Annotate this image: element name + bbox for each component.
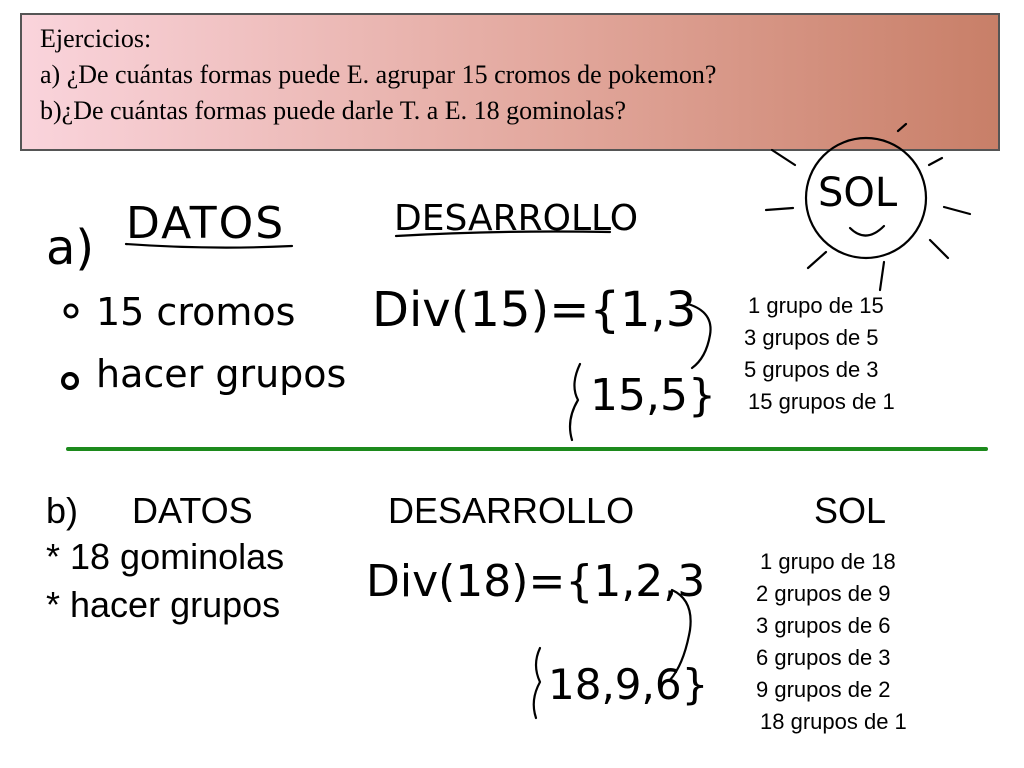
sun-ray (930, 240, 948, 258)
part-b-datos-item: * hacer grupos (46, 584, 281, 625)
part-b-div-expression: Div(18)={1,2,3 (366, 556, 706, 607)
part-b-datos-item: * 18 gominolas (46, 536, 285, 577)
solution-item: 5 grupos de 3 (744, 357, 879, 382)
opening-brace-second (570, 364, 580, 440)
opening-brace-second (534, 648, 540, 718)
part-a-label: a) (46, 220, 95, 276)
part-a-sol-heading: SOL (818, 170, 898, 216)
solution-item: 15 grupos de 1 (748, 389, 895, 414)
solution-item: 3 grupos de 6 (756, 613, 891, 638)
part-a-datos-item: 15 cromos (96, 290, 296, 334)
sun-ray (772, 150, 795, 165)
sun-smile (850, 226, 884, 236)
part-b-label: b) (46, 490, 79, 531)
part-a-div-expression-line2: 15,5} (590, 370, 716, 421)
bullet-icon (65, 305, 77, 317)
solution-item: 2 grupos de 9 (756, 581, 891, 606)
part-a-desarrollo-heading: DESARROLLO (394, 198, 639, 239)
solution-item: 9 grupos de 2 (756, 677, 891, 702)
sun-ray (929, 158, 942, 165)
part-b-desarrollo-heading: DESARROLLO (388, 490, 635, 531)
part-a-div-expression: Div(15)={1,3 (372, 282, 697, 338)
solution-item: 1 grupo de 18 (760, 549, 896, 574)
part-a-datos-heading: DATOS (126, 198, 286, 249)
bullet-icon (63, 374, 77, 388)
question-b: b)¿De cuántas formas puede darle T. a E. 18 gominolas? (40, 96, 626, 125)
part-b-div-expression-line2: 18,9,6} (548, 660, 709, 709)
sun-ray (898, 124, 906, 131)
solution-item: 1 grupo de 15 (748, 293, 884, 318)
solution-item: 6 grupos de 3 (756, 645, 891, 670)
sun-ray (880, 262, 884, 290)
part-b-datos-heading: DATOS (132, 490, 253, 531)
sun-ray (808, 252, 826, 268)
solution-item: 3 grupos de 5 (744, 325, 879, 350)
exercise-title: Ejercicios: (40, 24, 152, 53)
part-b-solutions (756, 546, 907, 738)
sun-ray (766, 208, 793, 210)
section-divider (66, 447, 988, 451)
part-a-datos-item: hacer grupos (96, 352, 347, 396)
part-b-sol-heading: SOL (814, 490, 887, 531)
solution-item: 18 grupos de 1 (760, 709, 907, 734)
question-a: a) ¿De cuántas formas puede E. agrupar 15 cromos de pokemon? (40, 60, 717, 89)
sun-ray (944, 207, 970, 214)
part-a-solutions (744, 290, 895, 418)
